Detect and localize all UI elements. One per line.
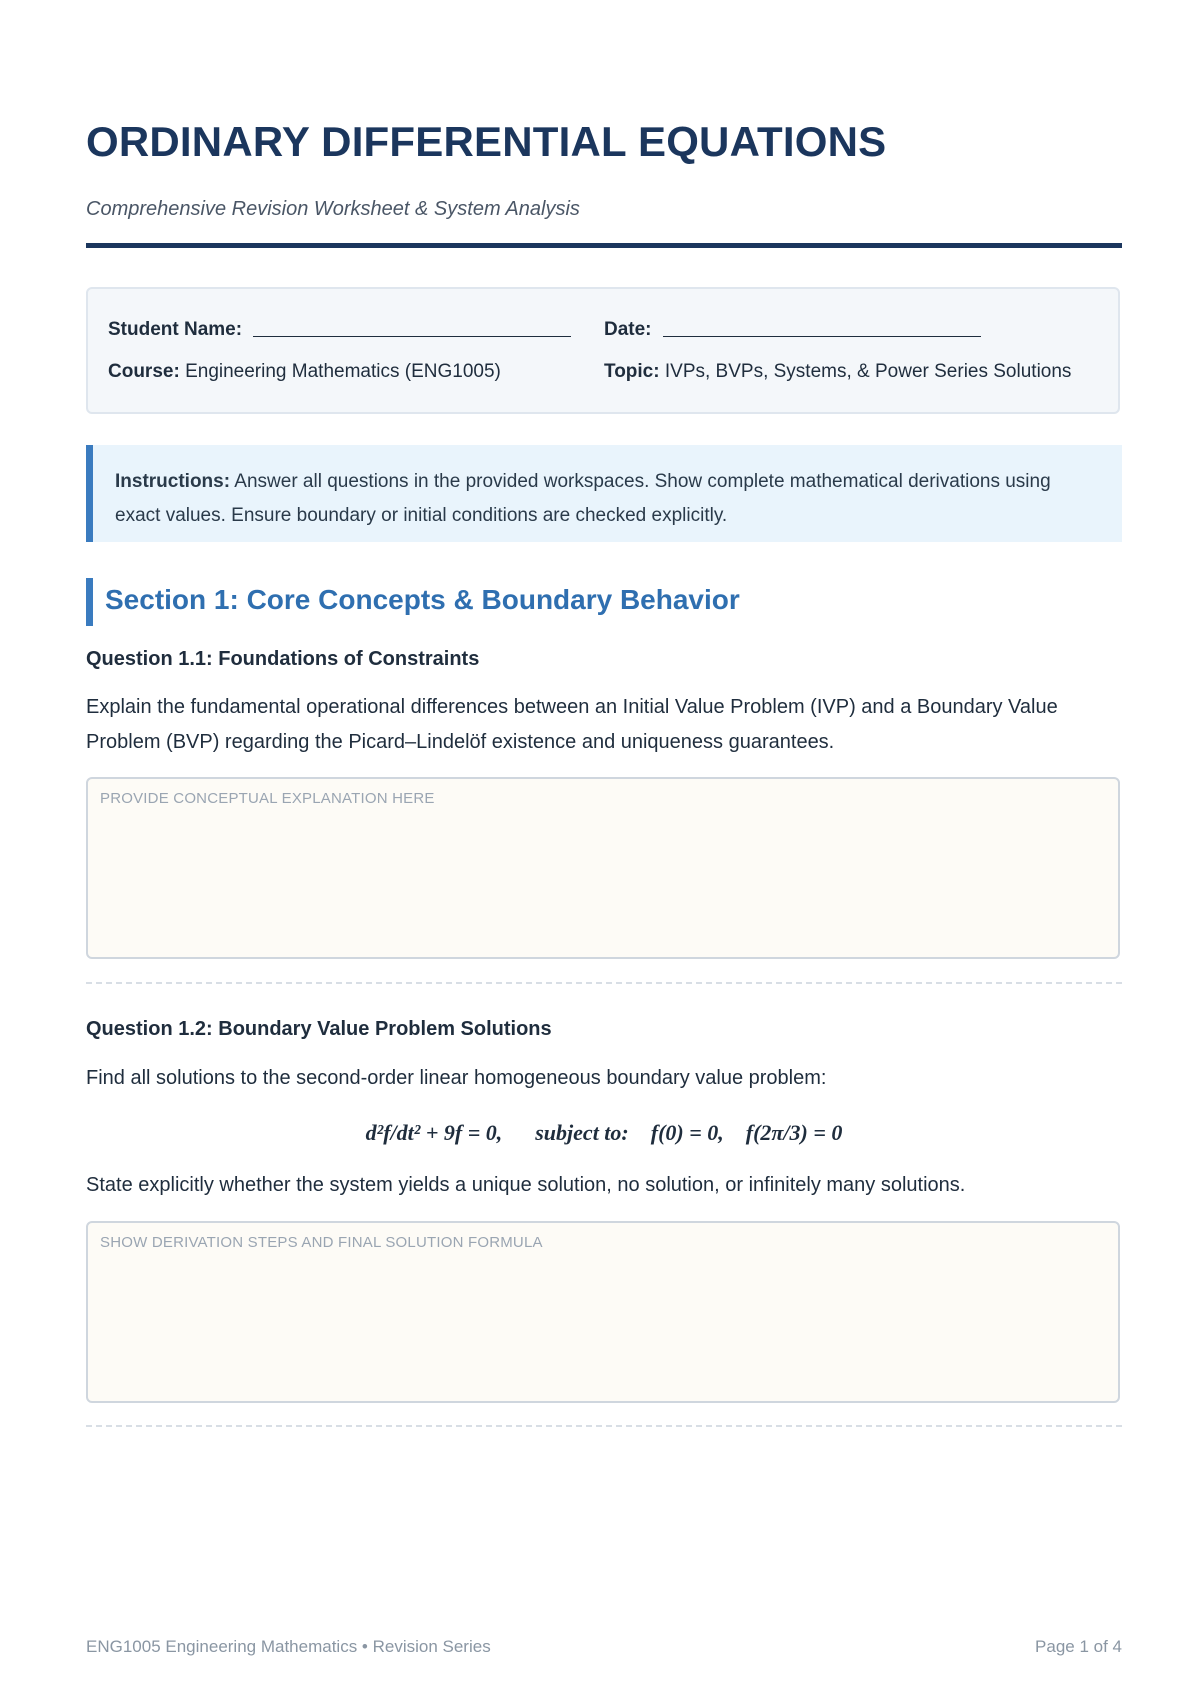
topic-label: Topic: <box>604 361 660 382</box>
student-info-box <box>86 287 1120 414</box>
page-title: ORDINARY DIFFERENTIAL EQUATIONS <box>86 118 887 165</box>
student-name-label: Student Name: <box>108 319 243 340</box>
question-1-1-text: Explain the fundamental operational differences between an Initial Value Problem (IVP) and a Boundary Value Problem (BVP) regarding the Picard–Lindelöf existence and uniqueness guarantees. <box>86 696 1058 753</box>
course-label: Course: <box>108 361 180 382</box>
question-divider <box>86 982 1122 984</box>
question-divider <box>86 1425 1122 1427</box>
instructions-callout <box>86 445 1122 542</box>
question-1-2-title: Question 1.2: Boundary Value Problem Solutions <box>86 1018 552 1040</box>
workspace-placeholder: SHOW DERIVATION STEPS AND FINAL SOLUTION FORMULA <box>100 1234 543 1251</box>
student-name-field[interactable] <box>253 318 571 337</box>
page-number: Page 1 of 4 <box>1035 1637 1122 1656</box>
title-divider <box>86 243 1122 248</box>
course-row <box>108 361 501 383</box>
footer-course: ENG1005 Engineering Mathematics • Revision Series <box>86 1637 491 1656</box>
student-name-row <box>108 318 571 341</box>
date-label: Date: <box>604 319 652 340</box>
question-1-2-followup: State explicitly whether the system yields a unique solution, no solution, or infinitely many solutions. <box>86 1174 966 1196</box>
instructions-label: Instructions: <box>115 471 231 492</box>
instructions-text: Answer all questions in the provided workspaces. Show complete mathematical derivations using exact values. Ensure boundary or initial conditions are checked explicitly. <box>115 471 1051 526</box>
page-subtitle: Comprehensive Revision Worksheet & System Analysis <box>86 198 580 220</box>
question-1-2-workspace[interactable] <box>86 1221 1120 1403</box>
bvp-equation: d²f/dt² + 9f = 0, subject to: f(0) = 0, f(2π/3) = 0 <box>365 1120 843 1145</box>
section-1-heading: Section 1: Core Concepts & Boundary Behavior <box>86 578 740 626</box>
topic-value: IVPs, BVPs, Systems, & Power Series Solutions <box>664 361 1072 382</box>
question-1-2-intro: Find all solutions to the second-order linear homogeneous boundary value problem: <box>86 1067 827 1089</box>
date-field[interactable] <box>663 318 981 337</box>
workspace-placeholder: PROVIDE CONCEPTUAL EXPLANATION HERE <box>100 790 435 807</box>
question-1-1-title: Question 1.1: Foundations of Constraints <box>86 648 480 670</box>
question-1-1-workspace[interactable] <box>86 777 1120 959</box>
course-value: Engineering Mathematics (ENG1005) <box>185 361 501 382</box>
topic-row <box>604 361 1071 383</box>
date-row <box>604 318 981 341</box>
